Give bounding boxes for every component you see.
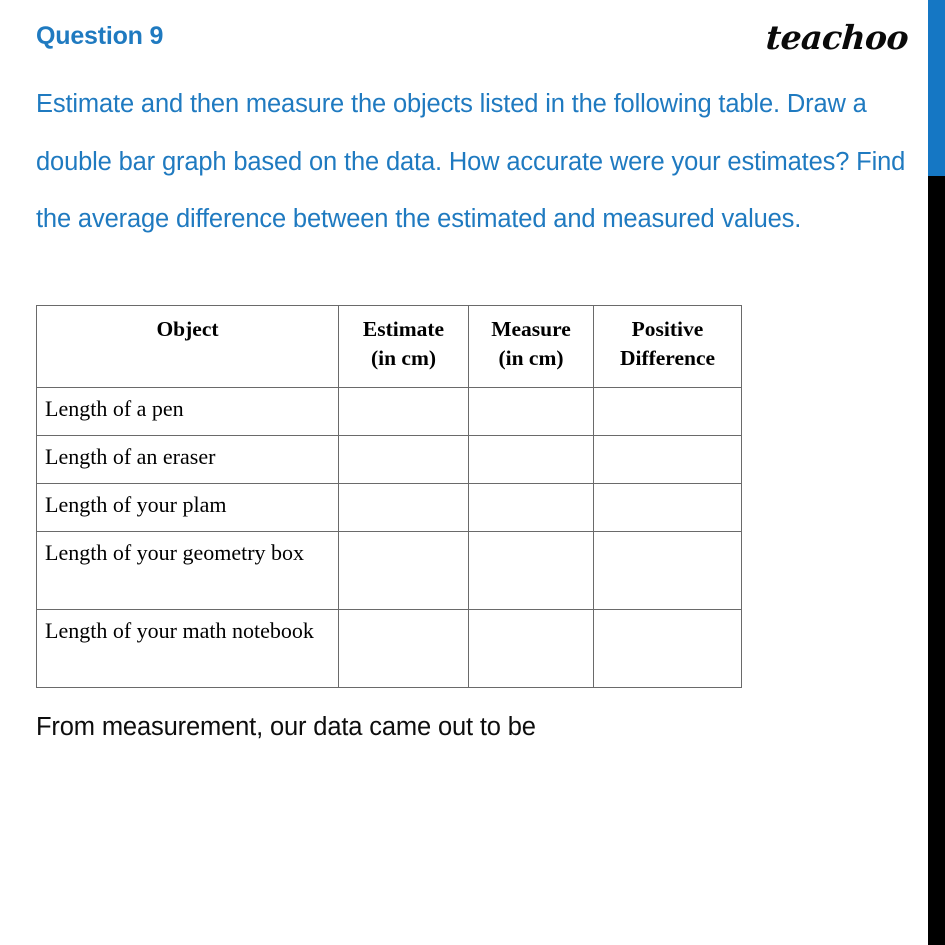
cell-measure[interactable] — [469, 610, 594, 688]
cell-measure[interactable] — [469, 388, 594, 436]
column-header-object — [37, 306, 339, 388]
closing-statement: From measurement, our data came out to be — [36, 713, 536, 741]
column-header-object-label: Object — [156, 317, 219, 341]
right-edge-black-strip — [928, 176, 945, 945]
cell-estimate[interactable] — [339, 484, 469, 532]
cell-estimate[interactable] — [339, 532, 469, 610]
teachoo-logo: teachoo — [764, 18, 910, 57]
column-header-estimate — [339, 306, 469, 388]
cell-difference[interactable] — [594, 610, 742, 688]
column-header-difference-line1: Positive — [631, 317, 704, 341]
cell-estimate[interactable] — [339, 388, 469, 436]
table-row — [37, 532, 742, 610]
cell-difference[interactable] — [594, 484, 742, 532]
cell-estimate[interactable] — [339, 436, 469, 484]
cell-difference[interactable] — [594, 532, 742, 610]
column-header-measure-line1: Measure — [491, 317, 571, 341]
table-row — [37, 610, 742, 688]
cell-measure[interactable] — [469, 532, 594, 610]
table-row — [37, 436, 742, 484]
cell-difference[interactable] — [594, 388, 742, 436]
cell-object: Length of your plam — [37, 484, 339, 532]
column-header-estimate-line2: (in cm) — [370, 346, 437, 370]
page-title: Question 9 — [36, 22, 164, 50]
question-body-text: Estimate and then measure the objects listed in the following table. Draw a double bar graph based on the data. How accurate were your estimates? Find the average difference between the estimated and measured values. — [36, 90, 906, 233]
cell-estimate[interactable] — [339, 610, 469, 688]
column-header-estimate-line1: Estimate — [362, 317, 445, 341]
column-header-measure-line2: (in cm) — [498, 346, 564, 370]
table-row — [37, 388, 742, 436]
cell-object: Length of your geometry box — [37, 532, 339, 610]
table-header-row — [37, 306, 742, 388]
cell-measure[interactable] — [469, 436, 594, 484]
page-header — [36, 18, 908, 62]
cell-object: Length of a pen — [37, 388, 339, 436]
column-header-positive-difference — [594, 306, 742, 388]
table-row — [37, 484, 742, 532]
cell-object: Length of an eraser — [37, 436, 339, 484]
cell-measure[interactable] — [469, 484, 594, 532]
cell-object: Length of your math notebook — [37, 610, 339, 688]
right-edge-blue-strip — [928, 0, 945, 176]
measurement-table — [36, 305, 742, 688]
cell-difference[interactable] — [594, 436, 742, 484]
column-header-difference-line2: Difference — [619, 346, 716, 370]
column-header-measure — [469, 306, 594, 388]
